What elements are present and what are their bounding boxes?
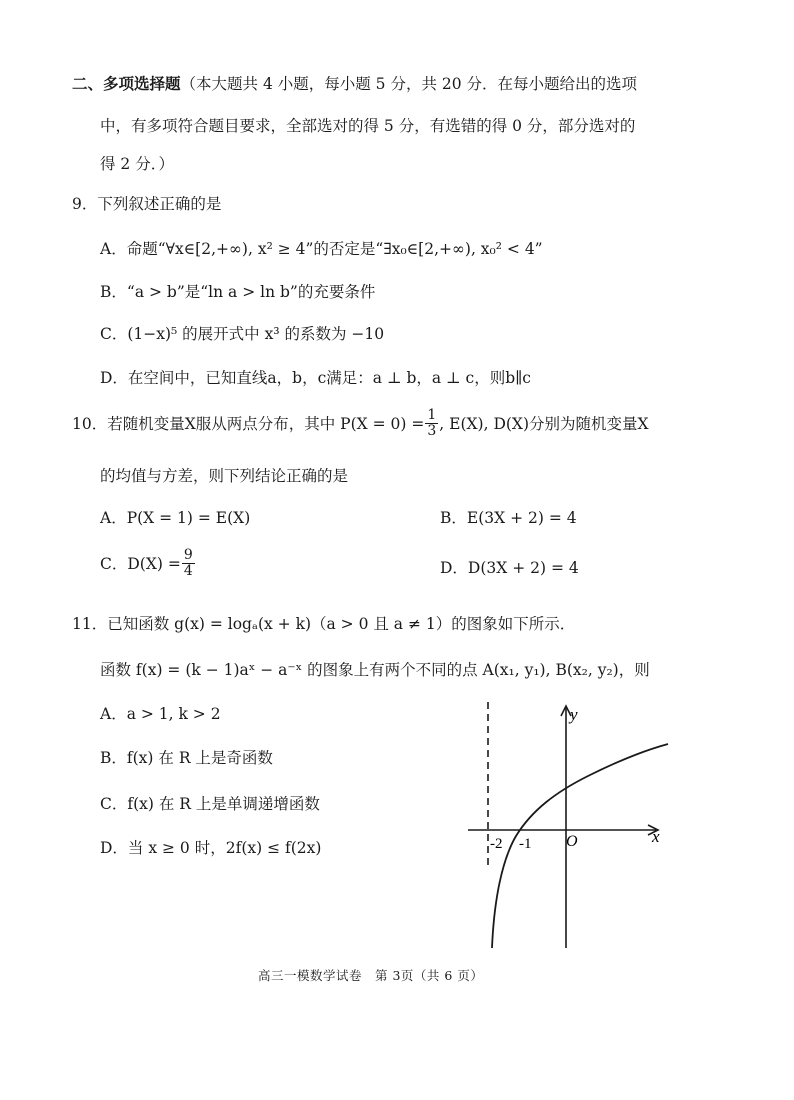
q10-stem-part2: , E(X), D(X)分别为随机变量X — [439, 415, 649, 434]
q11-line2: 函数 f(x) = (k − 1)aˣ − a⁻ˣ 的图象上有两个不同的点 A(x₁, y₁), B(x₂, y₂)，则 — [100, 661, 650, 679]
q9-option-c: C．(1−x)⁵ 的展开式中 x³ 的系数为 −10 — [100, 325, 385, 343]
q11-option-c: C．f(x) 在 R 上是单调递增函数 — [100, 795, 320, 813]
q10-option-d: D．D(3X + 2) = 4 — [440, 559, 579, 577]
q10-option-c — [100, 548, 196, 578]
section-intro-line3: 得 2 分．） — [100, 155, 174, 173]
section-header — [72, 72, 637, 94]
tick-label-neg1: -1 — [519, 836, 532, 852]
q10-option-c-denominator: 4 — [183, 562, 193, 579]
q10-option-a: A．P(X = 1) = E(X) — [100, 509, 251, 527]
q10-stem-line2: 的均值与方差，则下列结论正确的是 — [100, 467, 349, 485]
q10-option-c-numerator: 9 — [183, 547, 193, 563]
q10-fraction-numerator: 1 — [427, 407, 437, 423]
section-intro-line1: （本大题共 4 小题，每小题 5 分，共 20 分．在每小题给出的选项 — [180, 75, 638, 93]
origin-label: O — [566, 833, 578, 850]
tick-label-neg2: -2 — [490, 836, 503, 852]
x-axis-label: x — [652, 827, 660, 846]
q10-stem-part1: 10．若随机变量X服从两点分布，其中 P(X = 0) = — [72, 415, 425, 434]
q10-option-c-fraction — [182, 548, 195, 578]
y-axis-label: y — [570, 705, 578, 724]
q10-option-c-prefix: C．D(X) = — [100, 555, 181, 574]
log-function-graph — [460, 700, 680, 955]
q10-fraction-denominator: 3 — [427, 422, 437, 439]
section-intro-line2: 中，有多项符合题目要求，全部选对的得 5 分，有选错的得 0 分，部分选对的 — [100, 117, 636, 135]
q11-option-b: B．f(x) 在 R 上是奇函数 — [100, 749, 273, 767]
q9-option-a: A．命题“∀x∈[2,+∞), x² ≥ 4”的否定是“∃x₀∈[2,+∞), x₀² < 4” — [100, 240, 543, 258]
q9-stem: 9．下列叙述正确的是 — [72, 195, 222, 213]
section-title: 二、多项选择题 — [72, 74, 181, 93]
page-footer: 高三一模数学试卷 第 3页（共 6 页） — [258, 968, 484, 983]
q10-stem — [72, 408, 649, 438]
q9-option-d: D．在空间中，已知直线a，b，c满足：a ⊥ b，a ⊥ c，则b∥c — [100, 369, 531, 387]
q11-stem: 11．已知函数 g(x) = logₐ(x + k)（a > 0 且 a ≠ 1）的图象如下所示． — [72, 615, 576, 633]
q10-fraction — [425, 408, 438, 438]
q11-option-a: A．a > 1, k > 2 — [100, 705, 221, 723]
q9-option-b: B．“a > b”是“ln a > ln b”的充要条件 — [100, 283, 376, 301]
q10-option-b: B．E(3X + 2) = 4 — [440, 509, 577, 527]
q11-option-d: D．当 x ≥ 0 时，2f(x) ≤ f(2x) — [100, 839, 322, 857]
